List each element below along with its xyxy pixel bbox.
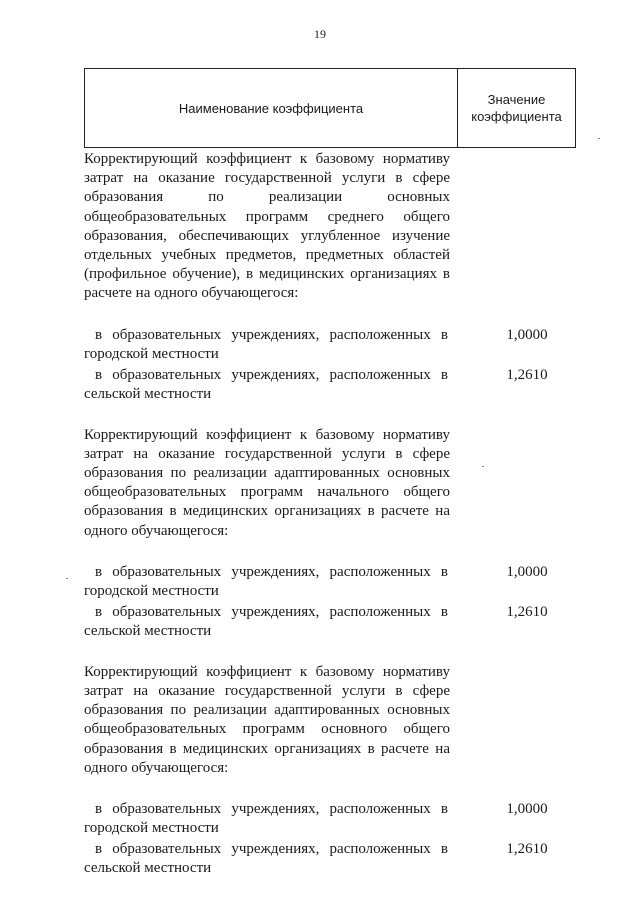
coefficient-description: Корректирующий коэффициент к базовому нормативу затрат на оказание государственной услуги в сфере образования по реализации адаптированных основных общеобразовательных программ начального общего образования в медицинских организациях в расчете на одного обучающегося: xyxy=(84,426,450,539)
coefficient-block xyxy=(84,150,576,404)
row-label: в образовательных учреждениях, расположенных в городской местности xyxy=(84,326,448,362)
row-value: 1,2610 xyxy=(506,603,548,620)
scan-speck xyxy=(66,578,68,579)
table-row xyxy=(84,326,576,364)
scan-speck xyxy=(598,138,600,139)
table-body xyxy=(84,150,576,900)
coefficient-block xyxy=(84,663,576,878)
row-value: 1,2610 xyxy=(506,366,548,383)
row-label: в образовательных учреждениях, расположенных в сельской местности xyxy=(84,841,448,877)
table-row xyxy=(84,366,576,404)
row-value: 1,0000 xyxy=(506,563,548,580)
row-label: в образовательных учреждениях, расположенных в городской местности xyxy=(84,801,448,837)
table-row xyxy=(84,800,576,838)
header-value-column: Значение коэффициента xyxy=(471,92,562,124)
page-number: 19 xyxy=(314,27,326,41)
row-value: 1,0000 xyxy=(506,326,548,343)
scan-speck xyxy=(482,466,484,467)
table-row xyxy=(84,603,576,641)
header-name-column: Наименование коэффициента xyxy=(85,69,458,147)
row-label: в образовательных учреждениях, расположенных в сельской местности xyxy=(84,366,448,402)
table-row xyxy=(84,563,576,601)
row-value: 1,0000 xyxy=(506,801,548,818)
coefficient-description: Корректирующий коэффициент к базовому нормативу затрат на оказание государственной услуги в сфере образования по реализации адаптированных основных общеобразовательных программ основного общего образования в медицинских организациях в расчете на одного обучающегося: xyxy=(84,663,450,776)
coefficient-description: Корректирующий коэффициент к базовому нормативу затрат на оказание государственной услуги в сфере образования по реализации основных общеобразовательных программ среднего общего образования, обеспечивающих углубленное изучение отдельных учебных предметов, предметных областей (профильное обучение), в медицинских организациях в расчете на одного обучающегося: xyxy=(84,151,450,302)
row-value: 1,2610 xyxy=(506,841,548,858)
table-row xyxy=(84,840,576,878)
row-label: в образовательных учреждениях, расположенных в сельской местности xyxy=(84,603,448,639)
coefficient-block xyxy=(84,426,576,641)
table-header xyxy=(84,68,576,148)
row-label: в образовательных учреждениях, расположенных в городской местности xyxy=(84,563,448,599)
